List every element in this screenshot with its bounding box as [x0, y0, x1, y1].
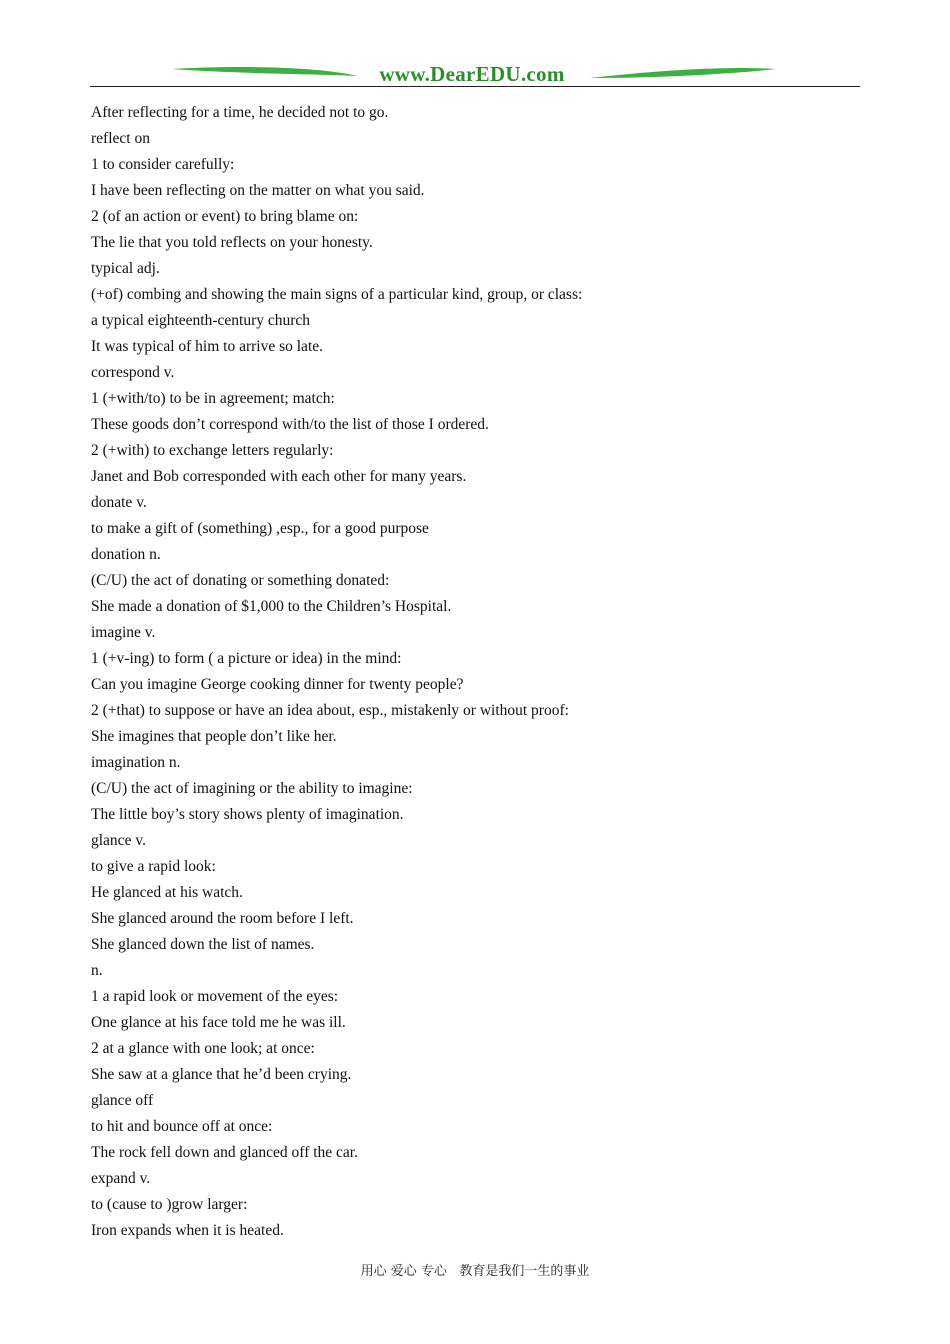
text-line: He glanced at his watch. [91, 884, 243, 901]
text-line: glance v. [91, 832, 146, 849]
text-line: She saw at a glance that he’d been crying. [91, 1066, 352, 1083]
text-line: glance off [91, 1092, 154, 1109]
text-line: 1 (+with/to) to be in agreement; match: [91, 390, 335, 407]
text-line: She imagines that people don’t like her. [91, 728, 337, 745]
text-line: One glance at his face told me he was ill. [91, 1014, 346, 1031]
site-logo-text: www.DearEDU.com [379, 62, 565, 86]
text-line: 1 (+v-ing) to form ( a picture or idea) in the mind: [91, 650, 402, 667]
text-line: 1 a rapid look or movement of the eyes: [91, 988, 339, 1005]
text-line: (C/U) the act of donating or something donated: [91, 572, 390, 589]
text-line: reflect on [91, 130, 150, 147]
right-swoosh [590, 68, 776, 78]
text-line: donation n. [91, 546, 161, 563]
text-line: (+of) combing and showing the main signs of a particular kind, group, or class: [91, 286, 583, 303]
text-line: n. [91, 962, 103, 979]
text-line: 2 (+with) to exchange letters regularly: [91, 442, 334, 459]
text-line: to (cause to )grow larger: [91, 1196, 248, 1213]
text-line: The lie that you told reflects on your honesty. [91, 234, 373, 251]
text-line: She glanced down the list of names. [91, 936, 315, 953]
text-line: a typical eighteenth-century church [91, 312, 311, 329]
text-line: imagine v. [91, 624, 156, 641]
text-line: to make a gift of (something) ,esp., for a good purpose [91, 520, 429, 537]
text-line: After reflecting for a time, he decided not to go. [91, 104, 389, 121]
text-line: Iron expands when it is heated. [91, 1222, 284, 1239]
text-line: It was typical of him to arrive so late. [91, 338, 324, 355]
left-swoosh [172, 67, 358, 76]
text-line: imagination n. [91, 754, 181, 771]
text-line: 2 (of an action or event) to bring blame on: [91, 208, 359, 225]
text-line: to give a rapid look: [91, 858, 216, 875]
text-line: 2 at a glance with one look; at once: [91, 1040, 315, 1057]
text-line: donate v. [91, 494, 147, 511]
text-line: The little boy’s story shows plenty of imagination. [91, 806, 404, 823]
header-divider [90, 86, 860, 87]
text-line: Can you imagine George cooking dinner for twenty people? [91, 676, 464, 693]
text-line: Janet and Bob corresponded with each other for many years. [91, 468, 467, 485]
text-line: to hit and bounce off at once: [91, 1118, 273, 1135]
text-line: expand v. [91, 1170, 151, 1187]
text-line: I have been reflecting on the matter on what you said. [91, 182, 425, 199]
document-body [91, 100, 861, 1244]
text-line: typical adj. [91, 260, 160, 277]
page-footer: 用心 爱心 专心 教育是我们一生的事业 [360, 1264, 590, 1279]
text-line: correspond v. [91, 364, 175, 381]
text-line: (C/U) the act of imagining or the ability to imagine: [91, 780, 413, 797]
text-line: 1 to consider carefully: [91, 156, 235, 173]
text-line: She glanced around the room before I left. [91, 910, 354, 927]
text-line: The rock fell down and glanced off the car. [91, 1144, 358, 1161]
text-line: She made a donation of $1,000 to the Children’s Hospital. [91, 598, 452, 615]
text-line: 2 (+that) to suppose or have an idea about, esp., mistakenly or without proof: [91, 702, 569, 719]
text-line: These goods don’t correspond with/to the list of those I ordered. [91, 416, 489, 433]
